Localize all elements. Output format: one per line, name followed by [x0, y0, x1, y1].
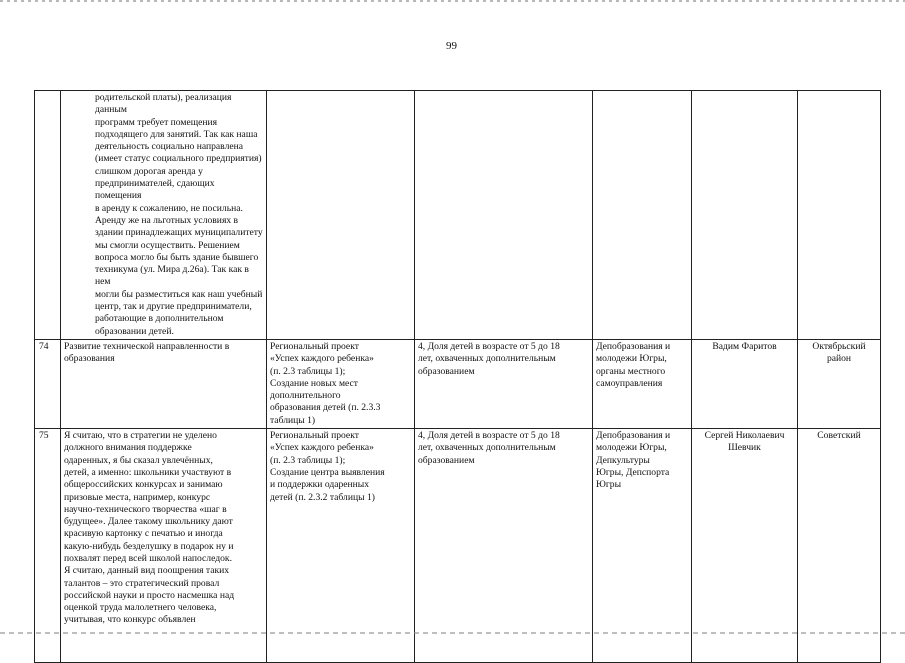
- proposals-table: [34, 90, 881, 663]
- responsible-cell: [593, 91, 692, 340]
- row-number: 74: [35, 339, 61, 428]
- responsible-cell: Депобразования и молодежи Югры, Депкультуры Югры, Депспорта Югры: [593, 429, 692, 663]
- indicator-cell: 4, Доля детей в возрасте от 5 до 18 лет, охваченных дополнительным образованием: [415, 339, 593, 428]
- author-cell: [692, 91, 798, 340]
- project-cell: [267, 91, 415, 340]
- project-cell: Региональный проект «Успех каждого ребенка» (п. 2.3 таблицы 1); Создание центра выявления и поддержки одаренных детей (п. 2.3.2 таблицы 1): [267, 429, 415, 663]
- municipality-cell: Октябрьский район: [798, 339, 881, 428]
- municipality-cell: [798, 91, 881, 340]
- issue-cell: Я считаю, что в стратегии не уделено должного внимания поддержке одаренных, я бы сказал увлечённых, детей, а именно: школьники участвуют в общероссийских конкурсах и занимаю призовые места, например, конкурс научно-технического творчества «шаг в будущее». Далее такому школьнику дают красивую картонку с печатью и иногда какую-нибудь безделушку в подарок ну и похвалят перед всей школой напоследок. Я считаю, данный вид поощрения таких талантов – это стратегический провал российской науки и просто насмешка над оценкой труда малолетнего человека, учитывая, что конкурс объявлен: [61, 429, 267, 663]
- municipality-cell: Советский: [798, 429, 881, 663]
- scan-edge-top: [0, 0, 905, 2]
- table-row: [35, 429, 881, 663]
- issue-cell: родительской платы), реализация данным программ требует помещения подходящего для занятий. Так как наша деятельность социально направлена (имеет статус социального предприятия) слишком дорогая аренда у предпринимателей, сдающих помещения в аренду к сожалению, не посильна. Аренду же на льготных условиях в здании принадлежащих муниципалитету мы смогли осуществить. Решением вопроса могло бы быть здание бывшего техникума (ул. Мира д.26а). Так как в нем могли бы разместиться как наш учебный центр, так и другие предприниматели, работающие в дополнительном образовании детей.: [61, 91, 267, 340]
- responsible-cell: Депобразования и молодежи Югры, органы местного самоуправления: [593, 339, 692, 428]
- table-row: [35, 91, 881, 340]
- issue-cell: Развитие технической направленности в образования: [61, 339, 267, 428]
- scan-edge-bottom: [0, 632, 905, 634]
- indicator-cell: [415, 91, 593, 340]
- row-number: [35, 91, 61, 340]
- indicator-cell: 4, Доля детей в возрасте от 5 до 18 лет, охваченных дополнительным образованием: [415, 429, 593, 663]
- page-number: 99: [446, 40, 457, 52]
- table-row: [35, 339, 881, 428]
- author-cell: Вадим Фаритов: [692, 339, 798, 428]
- author-cell: Сергей Николаевич Шевчик: [692, 429, 798, 663]
- row-number: 75: [35, 429, 61, 663]
- project-cell: Региональный проект «Успех каждого ребенка» (п. 2.3 таблицы 1); Создание новых мест дополнительного образования детей (п. 2.3.3 таблицы 1): [267, 339, 415, 428]
